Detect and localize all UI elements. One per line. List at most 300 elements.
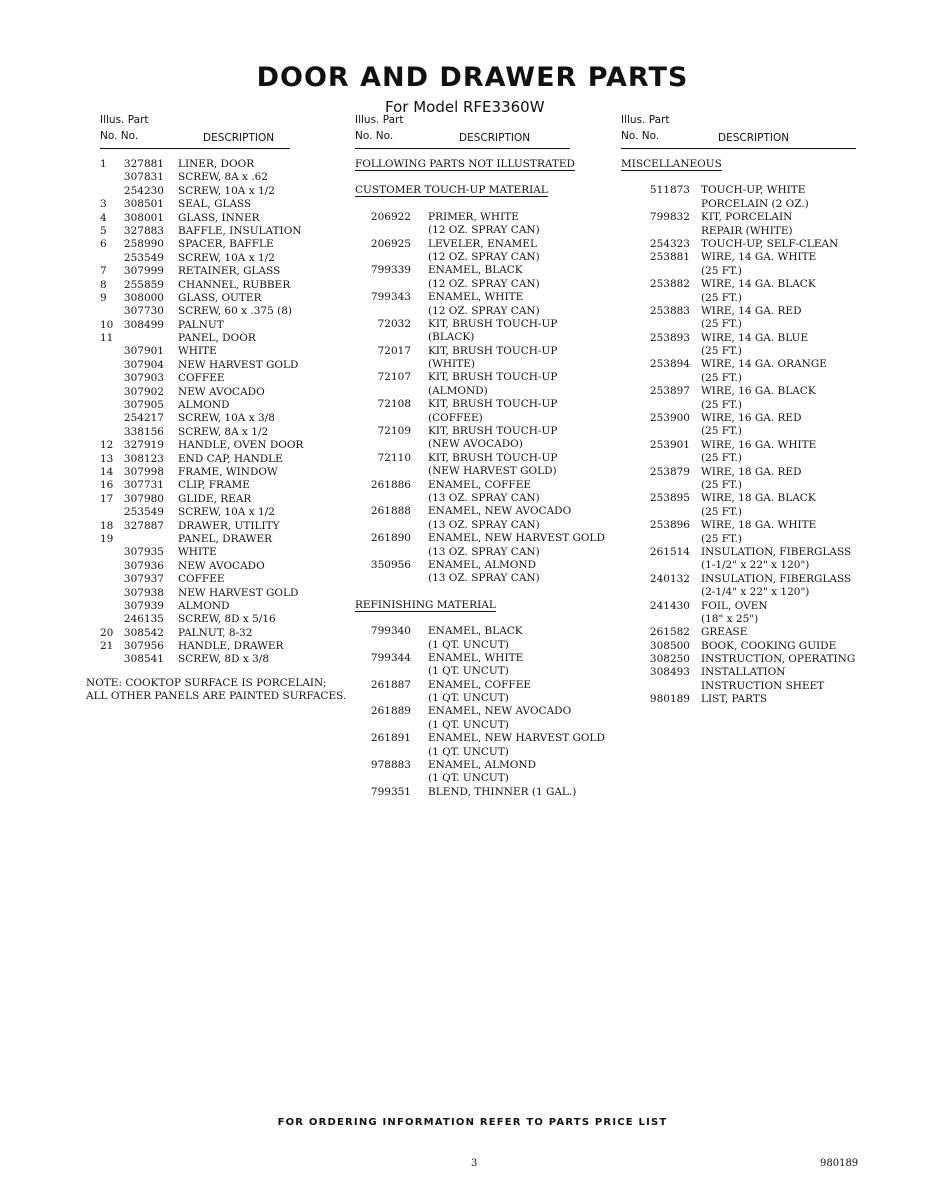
part-row [621, 519, 861, 532]
part-row [355, 278, 600, 291]
part-description: ENAMEL, NEW HARVEST GOLD [428, 532, 605, 545]
illus-number: 11 [100, 332, 114, 345]
part-row [355, 385, 600, 398]
spacer [621, 171, 861, 184]
part-description: (NEW HARVEST GOLD) [428, 465, 557, 478]
part-description: (1 QT. UNCUT) [428, 745, 509, 758]
part-description: (1 QT. UNCUT) [428, 772, 509, 785]
part-description: ALMOND [178, 399, 230, 412]
part-number: 511873 [649, 184, 690, 197]
part-number: 258990 [123, 238, 164, 251]
part-row [621, 492, 861, 505]
part-description: ENAMEL, NEW AVOCADO [428, 705, 572, 718]
part-row [355, 358, 600, 371]
part-description: CLIP, FRAME [178, 479, 250, 492]
part-description: INSTRUCTION SHEET [701, 679, 825, 692]
part-row [621, 680, 861, 693]
part-number: 253549 [123, 251, 164, 264]
part-row [355, 238, 600, 251]
part-number: 327919 [123, 439, 164, 452]
part-number: 261514 [649, 545, 690, 558]
part-description: WHITE [178, 345, 217, 358]
section-heading: MISCELLANEOUS [621, 158, 722, 170]
part-description: (BLACK) [428, 331, 475, 344]
part-number: 307731 [123, 479, 164, 492]
part-row [355, 264, 600, 277]
part-row [100, 265, 340, 278]
ordering-info-footer: FOR ORDERING INFORMATION REFER TO PARTS PRICE LIST [277, 1117, 668, 1128]
part-number: 253881 [649, 251, 690, 264]
part-description: GREASE [701, 626, 748, 639]
part-description: ENAMEL, COFFEE [428, 478, 532, 491]
part-description: TOUCH-UP, WHITE [701, 184, 806, 197]
part-description: LINER, DOOR [178, 158, 255, 170]
part-row [100, 587, 340, 600]
part-description: INSULATION, FIBERGLASS [701, 545, 852, 558]
part-number: 307936 [123, 559, 164, 572]
part-description: BLEND, THINNER (1 GAL.) [428, 785, 577, 798]
part-description: WIRE, 18 GA. RED [701, 465, 802, 478]
part-description: HANDLE, DRAWER [178, 640, 284, 653]
part-number: 253897 [649, 385, 690, 398]
part-row [100, 613, 340, 626]
part-description: GLIDE, REAR [178, 492, 252, 505]
part-row [100, 453, 340, 466]
part-description: SPACER, BAFFLE [178, 238, 274, 251]
part-row [100, 279, 340, 292]
part-number: 254323 [649, 237, 690, 250]
description-label: DESCRIPTION [459, 132, 531, 144]
part-row [355, 412, 600, 425]
part-description: WIRE, 18 GA. WHITE [701, 519, 817, 532]
part-row [621, 666, 861, 679]
part-row [355, 705, 600, 718]
part-description: DRAWER, UTILITY [178, 519, 280, 532]
part-number: 327881 [123, 158, 164, 170]
part-row [355, 572, 600, 585]
part-number: 307938 [123, 586, 164, 599]
part-number: 307901 [123, 345, 164, 358]
part-number: 308250 [649, 653, 690, 666]
part-row [100, 252, 340, 265]
part-row [355, 251, 600, 264]
spacer [355, 586, 600, 599]
part-row [100, 171, 340, 184]
part-row [100, 198, 340, 211]
part-description: SCREW, 60 x .375 (8) [178, 305, 292, 318]
part-row [621, 506, 861, 519]
part-row [621, 385, 861, 398]
part-description: WHITE [178, 546, 217, 559]
part-row [100, 506, 340, 519]
part-number: 307956 [123, 640, 164, 653]
header-rule [355, 148, 570, 149]
part-number: 253901 [649, 438, 690, 451]
part-row [621, 211, 861, 224]
part-row [100, 533, 340, 546]
cooktop-note [86, 677, 346, 704]
part-description: (25 FT.) [701, 291, 742, 304]
part-description: NEW HARVEST GOLD [178, 586, 299, 599]
part-row [621, 466, 861, 479]
part-row [621, 586, 861, 599]
illus-number: 8 [100, 278, 107, 291]
part-description: (13 OZ. SPRAY CAN) [428, 572, 540, 585]
part-number: 308499 [123, 318, 164, 331]
part-number: 350956 [370, 558, 411, 571]
part-number: 307999 [123, 265, 164, 278]
part-description: (25 FT.) [701, 505, 742, 518]
part-description: ENAMEL, COFFEE [428, 678, 532, 691]
part-description: (2-1/4" x 22" x 120") [701, 586, 810, 599]
no-no-label: No. No. [100, 130, 139, 142]
part-number: 261891 [370, 732, 411, 745]
part-row [621, 399, 861, 412]
part-row [100, 600, 340, 613]
part-row [100, 520, 340, 533]
part-description: (13 OZ. SPRAY CAN) [428, 545, 540, 558]
part-description: (13 OZ. SPRAY CAN) [428, 518, 540, 531]
part-row [621, 546, 861, 559]
part-description: CHANNEL, RUBBER [178, 278, 291, 291]
part-description: ENAMEL, WHITE [428, 651, 524, 664]
header-rule [100, 148, 290, 149]
part-row [100, 493, 340, 506]
part-number: 980189 [649, 693, 690, 706]
part-row [355, 224, 600, 237]
part-row [100, 546, 340, 559]
part-description: WIRE, 16 GA. WHITE [701, 438, 817, 451]
illus-part-label: Illus. Part [355, 114, 404, 126]
part-row [100, 305, 340, 318]
part-row [100, 560, 340, 573]
part-description: WIRE, 18 GA. BLACK [701, 492, 816, 505]
part-description: NEW AVOCADO [178, 559, 265, 572]
part-row [621, 358, 861, 371]
part-row [100, 345, 340, 358]
part-number: 307935 [123, 546, 164, 559]
part-number: 799344 [370, 651, 411, 664]
part-number: 338156 [123, 425, 164, 438]
part-number: 307904 [123, 358, 164, 371]
part-number: 799832 [649, 211, 690, 224]
part-row [100, 372, 340, 385]
part-number: 308541 [123, 653, 164, 666]
spacer [355, 198, 600, 211]
part-number: 72107 [377, 371, 411, 384]
part-number: 253879 [649, 465, 690, 478]
part-row [621, 332, 861, 345]
part-description: SCREW, 10A x 3/8 [178, 412, 275, 425]
part-row [621, 372, 861, 385]
part-row [355, 559, 600, 572]
part-description: WIRE, 16 GA. BLACK [701, 385, 816, 398]
part-description: (25 FT.) [701, 452, 742, 465]
part-row [100, 627, 340, 640]
part-number: 308000 [123, 291, 164, 304]
part-description: NEW AVOCADO [178, 385, 265, 398]
part-description: ENAMEL, NEW HARVEST GOLD [428, 732, 605, 745]
column-header [100, 114, 340, 150]
part-description: SCREW, 10A x 1/2 [178, 184, 275, 197]
part-description: (1 QT. UNCUT) [428, 665, 509, 678]
part-description: (25 FT.) [701, 264, 742, 277]
illus-number: 12 [100, 439, 114, 452]
page-title: DOOR AND DRAWER PARTS [256, 62, 689, 93]
illus-number: 19 [100, 532, 114, 545]
part-row [621, 198, 861, 211]
part-description: ALMOND [178, 599, 230, 612]
part-number: 253896 [649, 519, 690, 532]
illus-number: 13 [100, 452, 114, 465]
part-row [100, 399, 340, 412]
part-row [100, 466, 340, 479]
part-row [355, 719, 600, 732]
part-row [621, 251, 861, 264]
part-number: 240132 [649, 572, 690, 585]
part-row [100, 238, 340, 251]
part-row [621, 345, 861, 358]
part-number: 253883 [649, 304, 690, 317]
part-number: 308001 [123, 211, 164, 224]
part-number: 308501 [123, 198, 164, 211]
part-number: 253882 [649, 278, 690, 291]
no-no-label: No. No. [621, 130, 660, 142]
part-description: NEW HARVEST GOLD [178, 358, 299, 371]
part-description: FRAME, WINDOW [178, 465, 278, 478]
part-description: SEAL, GLASS [178, 198, 252, 211]
part-row [355, 331, 600, 344]
part-number: 253900 [649, 412, 690, 425]
part-row [621, 425, 861, 438]
part-number: 978883 [370, 759, 411, 772]
part-number: 253894 [649, 358, 690, 371]
illus-part-label: Illus. Part [100, 114, 149, 126]
part-description: (NEW AVOCADO) [428, 438, 523, 451]
part-row [355, 732, 605, 745]
part-number: 261582 [649, 626, 690, 639]
part-description: LIST, PARTS [701, 693, 768, 706]
part-description: TOUCH-UP, SELF-CLEAN [701, 237, 839, 250]
description-label: DESCRIPTION [718, 132, 790, 144]
part-description: BAFFLE, INSULATION [178, 224, 302, 237]
illus-number: 6 [100, 238, 107, 251]
part-description: SCREW, 10A x 1/2 [178, 251, 275, 264]
part-row [100, 439, 340, 452]
part-number: 307905 [123, 399, 164, 412]
part-row [621, 533, 861, 546]
part-row [621, 265, 861, 278]
part-description: SCREW, 8A x .62 [178, 171, 268, 184]
part-row [621, 653, 861, 666]
part-row [100, 386, 340, 399]
part-row [355, 438, 600, 451]
part-row [621, 479, 861, 492]
part-description: ENAMEL, ALMOND [428, 759, 537, 772]
spacer [621, 150, 861, 158]
part-row [355, 425, 600, 438]
spacer [355, 150, 600, 158]
part-description: (25 FT.) [701, 532, 742, 545]
part-description: LEVELER, ENAMEL [428, 237, 537, 250]
part-number: 261886 [370, 478, 411, 491]
part-row [100, 292, 340, 305]
part-row [621, 184, 861, 197]
part-description: SCREW, 8D x 3/8 [178, 653, 270, 666]
part-description: WIRE, 14 GA. BLUE [701, 331, 809, 344]
part-row [100, 479, 340, 492]
part-description: PALNUT [178, 318, 224, 331]
part-description: (13 OZ. SPRAY CAN) [428, 491, 540, 504]
illus-number: 20 [100, 626, 114, 639]
part-description: (18" x 25") [701, 612, 759, 625]
part-description: WIRE, 14 GA. RED [701, 304, 802, 317]
illus-number: 1 [100, 158, 107, 170]
part-row [621, 452, 861, 465]
illus-number: 18 [100, 519, 114, 532]
description-label: DESCRIPTION [203, 132, 275, 144]
part-number: 308542 [123, 626, 164, 639]
part-number: 261889 [370, 705, 411, 718]
part-description: KIT, PORCELAIN [701, 211, 793, 224]
part-description: (12 OZ. SPRAY CAN) [428, 250, 540, 263]
part-description: (25 FT.) [701, 318, 742, 331]
part-row [100, 212, 340, 225]
illus-number: 17 [100, 492, 114, 505]
part-number: 308123 [123, 452, 164, 465]
part-description: WIRE, 14 GA. ORANGE [701, 358, 827, 371]
column-header [355, 114, 600, 150]
part-row [355, 625, 600, 638]
part-number: 307939 [123, 599, 164, 612]
part-description: (COFFEE) [428, 411, 483, 424]
part-number: 72108 [377, 398, 411, 411]
part-description: SCREW, 8D x 5/16 [178, 613, 276, 626]
part-description: GLASS, INNER [178, 211, 260, 224]
part-description: KIT, BRUSH TOUCH-UP [428, 451, 558, 464]
part-description: WIRE, 14 GA. BLACK [701, 278, 816, 291]
part-row [621, 613, 861, 626]
part-description: INSTALLATION [701, 666, 786, 679]
part-row [355, 532, 605, 545]
illus-number: 9 [100, 291, 107, 304]
part-row [355, 479, 600, 492]
part-number: 246135 [123, 613, 164, 626]
part-description: BOOK, COOKING GUIDE [701, 639, 837, 652]
part-number: 307903 [123, 372, 164, 385]
part-number: 72110 [377, 451, 411, 464]
part-description: (1-1/2" x 22" x 120") [701, 559, 810, 572]
part-number: 255859 [123, 278, 164, 291]
part-row [100, 185, 340, 198]
part-description: PORCELAIN (2 OZ.) [701, 197, 809, 210]
illus-number: 21 [100, 640, 114, 653]
part-number: 72017 [377, 344, 411, 357]
part-row [621, 412, 861, 425]
part-row [100, 426, 340, 439]
part-row [621, 238, 861, 251]
part-number: 261887 [370, 678, 411, 691]
part-number: 799340 [370, 625, 411, 638]
part-row [100, 332, 340, 345]
part-row [355, 679, 600, 692]
part-description: COFFEE [178, 573, 225, 586]
part-row [355, 772, 600, 785]
part-number: 72032 [377, 317, 411, 330]
part-description: WIRE, 14 GA. WHITE [701, 251, 817, 264]
part-description: KIT, BRUSH TOUCH-UP [428, 344, 558, 357]
part-description: WIRE, 16 GA. RED [701, 412, 802, 425]
part-row [355, 492, 600, 505]
part-row [355, 318, 600, 331]
part-description: (25 FT.) [701, 345, 742, 358]
part-description: PANEL, DOOR [178, 332, 256, 345]
part-row [355, 786, 600, 799]
part-row [355, 371, 600, 384]
part-description: (12 OZ. SPRAY CAN) [428, 224, 540, 237]
document-code: 980189 [820, 1158, 859, 1169]
part-number: 261888 [370, 505, 411, 518]
part-number: 799343 [370, 291, 411, 304]
column-header [621, 114, 861, 150]
spacer [355, 171, 600, 184]
part-description: (25 FT.) [701, 478, 742, 491]
part-description: PANEL, DRAWER [178, 532, 273, 545]
part-row [100, 359, 340, 372]
part-row [621, 278, 861, 291]
part-number: 261890 [370, 532, 411, 545]
part-row [355, 305, 600, 318]
part-description: (WHITE) [428, 358, 475, 371]
header-rule [621, 148, 856, 149]
part-number: 206922 [370, 210, 411, 223]
part-row [621, 559, 861, 572]
part-description: INSTRUCTION, OPERATING [701, 653, 856, 666]
part-number: 327887 [123, 519, 164, 532]
part-description: FOIL, OVEN [701, 599, 768, 612]
part-row [100, 573, 340, 586]
spacer [100, 150, 340, 158]
part-number: 307730 [123, 305, 164, 318]
illus-part-label: Illus. Part [621, 114, 670, 126]
part-row [100, 412, 340, 425]
part-description: REPAIR (WHITE) [701, 224, 793, 237]
part-row [621, 318, 861, 331]
part-number: 253895 [649, 492, 690, 505]
part-description: KIT, BRUSH TOUCH-UP [428, 398, 558, 411]
part-number: 327883 [123, 224, 164, 237]
illus-number: 7 [100, 265, 107, 278]
part-description: INSULATION, FIBERGLASS [701, 572, 852, 585]
part-row [621, 305, 861, 318]
part-number: 307980 [123, 492, 164, 505]
section-heading: CUSTOMER TOUCH-UP MATERIAL [355, 184, 548, 197]
part-number: 254217 [123, 412, 164, 425]
part-description: ENAMEL, ALMOND [428, 558, 537, 571]
part-description: ENAMEL, BLACK [428, 625, 523, 638]
part-description: KIT, BRUSH TOUCH-UP [428, 425, 558, 438]
part-row [355, 652, 600, 665]
part-row [355, 452, 600, 465]
note-line: NOTE: COOKTOP SURFACE IS PORCELAIN; [86, 677, 327, 689]
part-description: END CAP, HANDLE [178, 452, 283, 465]
part-number: 307831 [123, 171, 164, 184]
parts-column-3 [621, 114, 861, 707]
part-description: KIT, BRUSH TOUCH-UP [428, 317, 558, 330]
part-number: 799351 [370, 785, 411, 798]
model-subtitle: For Model RFE3360W [385, 98, 545, 116]
part-row [621, 573, 861, 586]
